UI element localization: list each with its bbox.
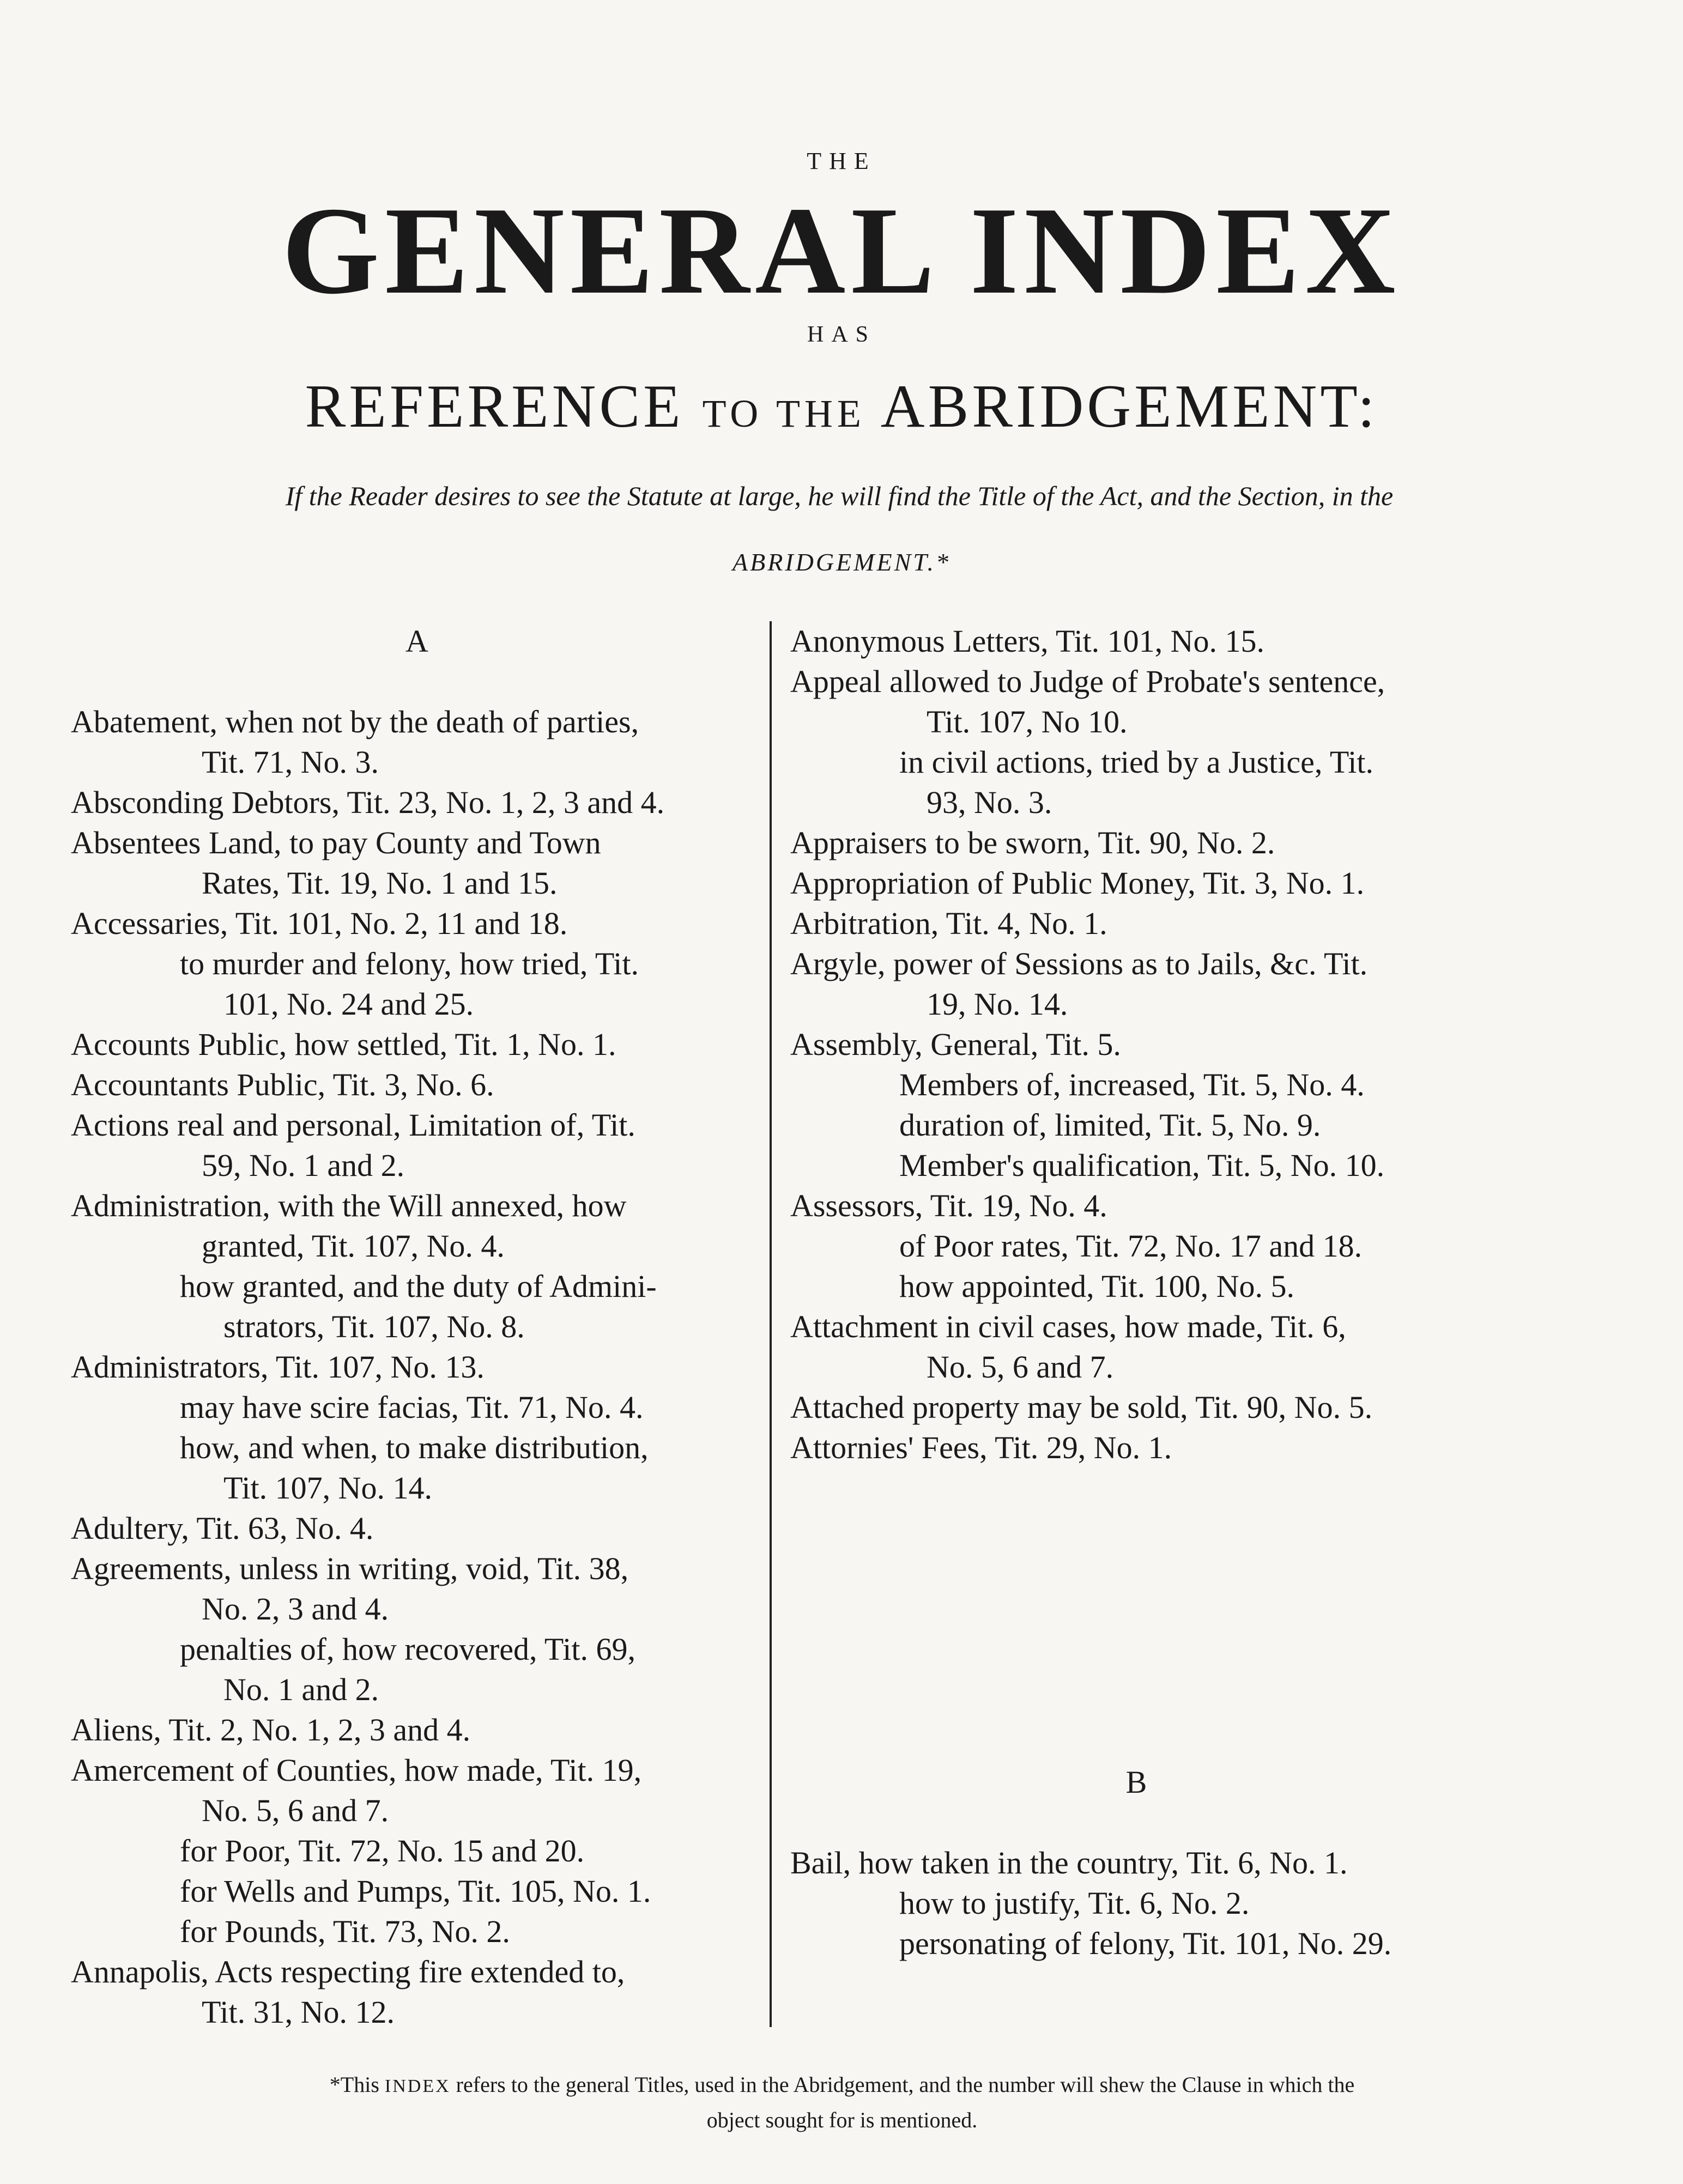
index-line: granted, Tit. 107, No. 4.	[202, 1228, 505, 1264]
right-column	[790, 621, 1482, 1964]
page-title: GENERAL INDEX	[282, 181, 1401, 320]
index-line: Assembly, General, Tit. 5.	[790, 1027, 1121, 1062]
footnote-this: This	[340, 2072, 379, 2097]
index-line: Tit. 31, No. 12.	[202, 1994, 395, 2030]
index-line: Attachment in civil cases, how made, Tit. 6,	[790, 1309, 1346, 1344]
index-line: No. 5, 6 and 7.	[927, 1349, 1114, 1385]
index-line: Accountants Public, Tit. 3, No. 6.	[71, 1067, 494, 1102]
section-letter-a: A	[405, 623, 428, 659]
footnote-index: INDEX	[384, 2076, 451, 2096]
index-line: Annapolis, Acts respecting fire extended to,	[71, 1954, 625, 1989]
left-column	[71, 621, 763, 2033]
index-line: No. 1 and 2.	[223, 1672, 379, 1707]
index-line: Tit. 107, No 10.	[927, 704, 1128, 739]
index-line: how to justify, Tit. 6, No. 2.	[899, 1885, 1250, 1921]
index-line: Actions real and personal, Limitation of, Tit.	[71, 1107, 635, 1143]
index-line: Bail, how taken in the country, Tit. 6, No. 1.	[790, 1845, 1348, 1880]
index-line: strators, Tit. 107, No. 8.	[223, 1309, 525, 1344]
index-line: of Poor rates, Tit. 72, No. 17 and 18.	[899, 1228, 1363, 1264]
reader-instruction: If the Reader desires to see the Statute at large, he will find the Title of the Act, and the Section, in the	[285, 481, 1394, 511]
index-line: Accounts Public, how settled, Tit. 1, No. 1.	[71, 1027, 616, 1062]
section-letter-b: B	[1125, 1764, 1147, 1800]
index-line: Aliens, Tit. 2, No. 1, 2, 3 and 4.	[71, 1712, 471, 1748]
index-line: Abatement, when not by the death of parties,	[71, 704, 639, 739]
blank-space	[790, 1468, 1482, 1762]
index-line: Attached property may be sold, Tit. 90, No. 5.	[790, 1390, 1373, 1425]
header-the: THE	[807, 148, 876, 174]
index-line: Appraisers to be sworn, Tit. 90, No. 2.	[790, 825, 1275, 860]
index-line: Argyle, power of Sessions as to Jails, &c. Tit.	[790, 946, 1368, 981]
index-line: may have scire facias, Tit. 71, No. 4.	[180, 1390, 644, 1425]
index-line: Absentees Land, to pay County and Town	[71, 825, 601, 860]
index-line: No. 5, 6 and 7.	[202, 1793, 389, 1828]
index-line: Appeal allowed to Judge of Probate's sentence,	[790, 664, 1385, 699]
reference-word: REFERENCE	[305, 373, 684, 440]
index-line: Rates, Tit. 19, No. 1 and 15.	[202, 865, 558, 901]
right-entries-a	[790, 621, 1482, 1468]
index-line: 93, No. 3.	[927, 785, 1052, 820]
index-line: Attornies' Fees, Tit. 29, No. 1.	[790, 1430, 1172, 1465]
footnote-text-1: refers to the general Titles, used in the Abridgement, and the number will shew the Clause in which the	[456, 2072, 1355, 2097]
right-entries-b	[790, 1843, 1482, 1964]
index-line: Appropriation of Public Money, Tit. 3, No. 1.	[790, 865, 1365, 901]
index-line: Accessaries, Tit. 101, No. 2, 11 and 18.	[71, 906, 568, 941]
footnote-line-1	[65, 2068, 1619, 2103]
left-entries	[71, 702, 763, 2033]
index-line: 101, No. 24 and 25.	[223, 986, 474, 1022]
reference-title	[0, 373, 1683, 440]
index-line: Agreements, unless in writing, void, Tit. 38,	[71, 1551, 629, 1586]
index-line: Administration, with the Will annexed, how	[71, 1188, 627, 1223]
abridgement-label: ABRIDGEMENT.*	[732, 548, 951, 576]
index-line: Members of, increased, Tit. 5, No. 4.	[899, 1067, 1365, 1102]
footnote-star: *	[329, 2072, 341, 2097]
index-line: how granted, and the duty of Admini-	[180, 1269, 657, 1304]
index-line: Adultery, Tit. 63, No. 4.	[71, 1510, 374, 1546]
header-has: HAS	[807, 322, 876, 347]
index-line: Anonymous Letters, Tit. 101, No. 15.	[790, 623, 1265, 659]
index-line: in civil actions, tried by a Justice, Tit.	[899, 744, 1373, 780]
column-divider	[770, 621, 772, 2027]
index-line: to murder and felony, how tried, Tit.	[180, 946, 639, 981]
index-line: how appointed, Tit. 100, No. 5.	[899, 1269, 1295, 1304]
index-line: duration of, limited, Tit. 5, No. 9.	[899, 1107, 1321, 1143]
index-line: Tit. 71, No. 3.	[202, 744, 379, 780]
index-line: Assessors, Tit. 19, No. 4.	[790, 1188, 1107, 1223]
index-line: No. 2, 3 and 4.	[202, 1591, 389, 1627]
index-line: 59, No. 1 and 2.	[202, 1148, 405, 1183]
index-line: personating of felony, Tit. 101, No. 29.	[899, 1926, 1392, 1961]
index-line: Tit. 107, No. 14.	[223, 1470, 433, 1506]
index-line: Amercement of Counties, how made, Tit. 19,	[71, 1752, 642, 1788]
index-line: Administrators, Tit. 107, No. 13.	[71, 1349, 485, 1385]
to-the-words: TO THE	[702, 392, 865, 435]
index-line: for Wells and Pumps, Tit. 105, No. 1.	[180, 1873, 651, 1909]
index-line: Arbitration, Tit. 4, No. 1.	[790, 906, 1107, 941]
index-line: for Poor, Tit. 72, No. 15 and 20.	[180, 1833, 585, 1868]
footnote	[65, 2068, 1619, 2137]
index-line: Member's qualification, Tit. 5, No. 10.	[899, 1148, 1385, 1183]
index-line: penalties of, how recovered, Tit. 69,	[180, 1631, 636, 1667]
index-line: Absconding Debtors, Tit. 23, No. 1, 2, 3 and 4.	[71, 785, 665, 820]
index-line: 19, No. 14.	[927, 986, 1068, 1022]
abridgement-word: ABRIDGEMENT:	[880, 373, 1378, 440]
index-line: how, and when, to make distribution,	[180, 1430, 649, 1465]
footnote-line-2: object sought for is mentioned.	[706, 2108, 978, 2132]
index-line: for Pounds, Tit. 73, No. 2.	[180, 1914, 510, 1949]
